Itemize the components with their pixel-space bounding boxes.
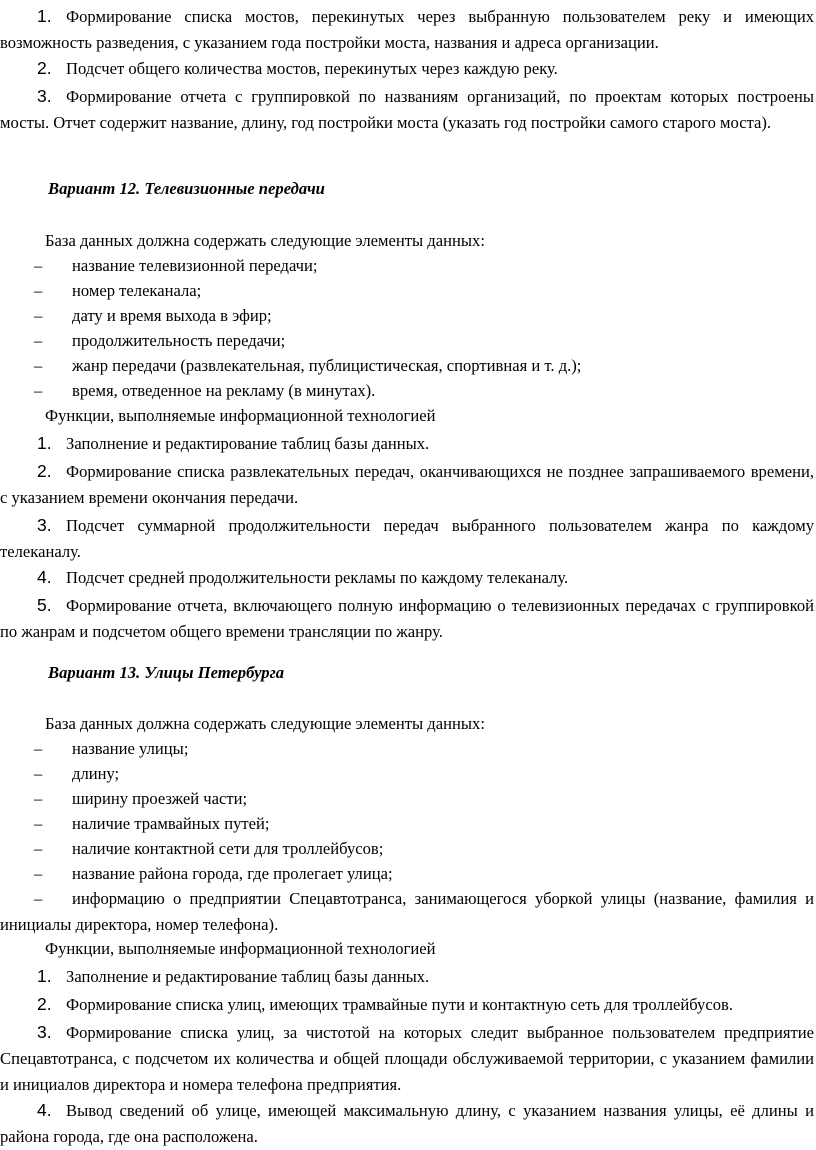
list-item-dash bbox=[0, 811, 814, 837]
list-item-numbered bbox=[0, 991, 814, 1018]
item-text: информацию о предприятии Спецавтотранса, занимающегося уборкой улицы (название, фамилия и инициалы директора, номер телефона). bbox=[0, 889, 814, 934]
list-item-numbered bbox=[0, 592, 814, 645]
list-item-dash bbox=[0, 836, 814, 862]
list-item-numbered bbox=[0, 458, 814, 511]
dash-marker: – bbox=[34, 356, 43, 375]
item-text: Формирование списка развлекательных передач, оканчивающихся не позднее запрашиваемого времени, с указанием времени окончания передачи. bbox=[0, 462, 814, 507]
item-number: 5. bbox=[37, 595, 52, 615]
item-text: наличие трамвайных путей; bbox=[72, 814, 270, 833]
item-text: Подсчет общего количества мостов, перекинутых через каждую реку. bbox=[66, 59, 558, 78]
item-text: название района города, где пролегает улица; bbox=[72, 864, 393, 883]
list-item-dash bbox=[0, 761, 814, 787]
item-text: Заполнение и редактирование таблиц базы данных. bbox=[66, 434, 430, 453]
item-text: Вывод сведений об улице, имеющей максимальную длину, с указанием названия улицы, её длины и района города, где она расположена. bbox=[0, 1101, 814, 1146]
item-text: время, отведенное на рекламу (в минутах). bbox=[72, 381, 376, 400]
item-text: название улицы; bbox=[72, 739, 189, 758]
item-number: 2. bbox=[37, 461, 52, 481]
list-item-dash bbox=[0, 861, 814, 887]
item-number: 1. bbox=[37, 966, 52, 986]
dash-marker: – bbox=[34, 381, 43, 400]
item-text: наличие контактной сети для троллейбусов; bbox=[72, 839, 384, 858]
item-text: Формирование списка мостов, перекинутых через выбранную пользователем реку и имеющих возможность разведения, с указанием года постройки моста, названия и адреса организации. bbox=[0, 7, 814, 52]
item-text: Формирование отчета с группировкой по названиям организаций, по проектам которых построены мосты. Отчет содержит название, длину, год постройки моста (указать год постройки самого старого моста). bbox=[0, 87, 814, 132]
list-item-numbered bbox=[0, 1097, 814, 1150]
list-item-dash bbox=[0, 378, 814, 404]
item-number: 2. bbox=[37, 58, 52, 78]
list-item-dash bbox=[0, 278, 814, 304]
list-item-numbered bbox=[0, 963, 814, 990]
item-text: название телевизионной передачи; bbox=[72, 256, 318, 275]
dash-marker: – bbox=[34, 256, 43, 275]
list-item-dash bbox=[0, 328, 814, 354]
dash-marker: – bbox=[34, 839, 43, 858]
dash-marker: – bbox=[34, 789, 43, 808]
item-text: длину; bbox=[72, 764, 120, 783]
item-number: 4. bbox=[37, 567, 52, 587]
section-heading: Вариант 13. Улицы Петербурга bbox=[48, 663, 285, 682]
dash-marker: – bbox=[34, 764, 43, 783]
item-text: Подсчет средней продолжительности рекламы по каждому телеканалу. bbox=[66, 568, 569, 587]
list-item-numbered bbox=[0, 55, 814, 82]
list-item-dash bbox=[0, 353, 814, 379]
item-text: ширину проезжей части; bbox=[72, 789, 248, 808]
functions-title: Функции, выполняемые информационной технологией bbox=[45, 939, 436, 958]
item-number: 3. bbox=[37, 515, 52, 535]
item-text: Формирование списка улиц, за чистотой на которых следит выбранное пользователем предприятие Спецавтотранса, с подсчетом их количества и общей площади обслуживаемой территории, с указанием фамилии и инициалов директора и номера телефона предприятия. bbox=[0, 1023, 814, 1094]
item-text: Формирование отчета, включающего полную информацию о телевизионных передачах с группировкой по жанрам и подсчетом общего времени трансляции по жанру. bbox=[0, 596, 814, 641]
list-item-dash bbox=[0, 786, 814, 812]
item-number: 4. bbox=[37, 1100, 52, 1120]
list-item-numbered bbox=[0, 430, 814, 457]
item-number: 1. bbox=[37, 433, 52, 453]
item-text: продолжительность передачи; bbox=[72, 331, 286, 350]
list-item-dash bbox=[0, 736, 814, 762]
item-text: Подсчет суммарной продолжительности передач выбранного пользователем жанра по каждому телеканалу. bbox=[0, 516, 814, 561]
dash-marker: – bbox=[34, 864, 43, 883]
dash-marker: – bbox=[34, 281, 43, 300]
list-item-numbered bbox=[0, 83, 814, 136]
item-number: 1. bbox=[37, 6, 52, 26]
item-number: 3. bbox=[37, 1022, 52, 1042]
list-item-dash bbox=[0, 253, 814, 279]
dash-marker: – bbox=[34, 331, 43, 350]
list-item-dash bbox=[0, 886, 814, 938]
dash-marker: – bbox=[34, 814, 43, 833]
section-intro: База данных должна содержать следующие элементы данных: bbox=[45, 231, 485, 250]
dash-marker: – bbox=[34, 306, 43, 325]
item-number: 3. bbox=[37, 86, 52, 106]
section-heading: Вариант 12. Телевизионные передачи bbox=[48, 179, 325, 198]
section-intro: База данных должна содержать следующие элементы данных: bbox=[45, 714, 485, 733]
list-item-numbered bbox=[0, 3, 814, 56]
item-text: дату и время выхода в эфир; bbox=[72, 306, 272, 325]
item-text: номер телеканала; bbox=[72, 281, 202, 300]
item-text: Формирование списка улиц, имеющих трамвайные пути и контактную сеть для троллейбусов. bbox=[66, 995, 733, 1014]
item-number: 2. bbox=[37, 994, 52, 1014]
dash-marker: – bbox=[34, 889, 43, 908]
functions-title: Функции, выполняемые информационной технологией bbox=[45, 406, 436, 425]
list-item-numbered bbox=[0, 564, 814, 591]
list-item-numbered bbox=[0, 512, 814, 565]
item-text: жанр передачи (развлекательная, публицистическая, спортивная и т. д.); bbox=[72, 356, 582, 375]
list-item-dash bbox=[0, 303, 814, 329]
list-item-numbered bbox=[0, 1019, 814, 1098]
item-text: Заполнение и редактирование таблиц базы данных. bbox=[66, 967, 430, 986]
dash-marker: – bbox=[34, 739, 43, 758]
